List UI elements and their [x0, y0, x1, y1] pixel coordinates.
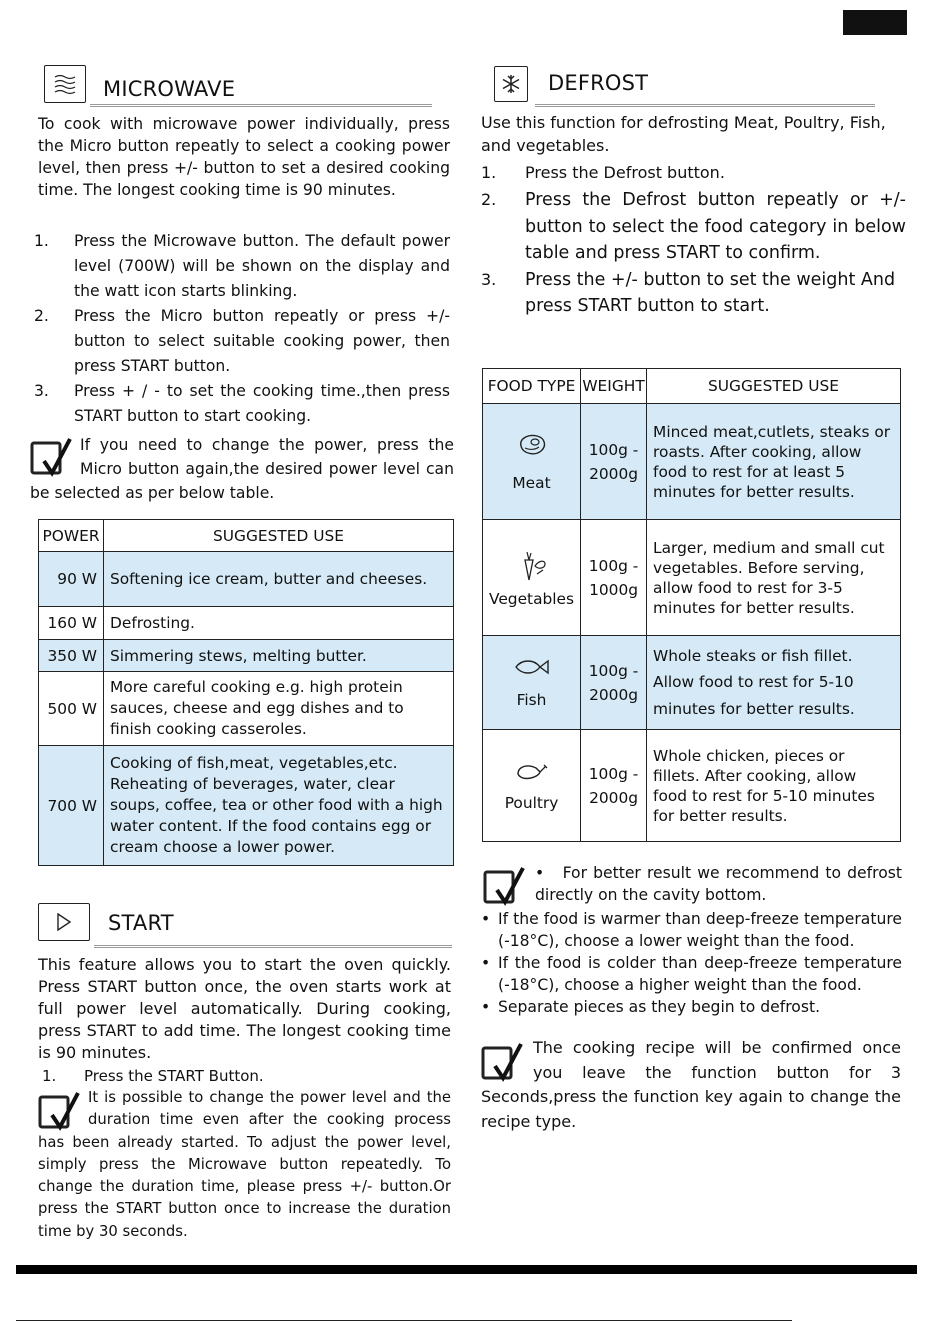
defrost-step-2: [481, 187, 906, 267]
table-header-row: [39, 520, 454, 552]
start-title: START: [108, 911, 174, 935]
step-text: Press + / - to set the cooking time.,then press START button to start cooking.: [74, 382, 450, 425]
weight-min: 100g -: [588, 661, 639, 680]
step-text: Press the Microwave button. The default power level (700W) will be shown on the display and the watt icon starts blinking.: [74, 232, 450, 300]
start-note-text: It is possible to change the power level and the duration time even after the cooking process has been already started. To adjust the power level, simply press the Microwave button repeatedly. To change the duration time, please press +/- button.Or press the START button once to increase the duration time by 30 seconds.: [38, 1089, 451, 1240]
defrost-note-first: [481, 862, 902, 906]
bullet-dot: •: [481, 954, 491, 972]
microwave-step-3: [34, 379, 450, 429]
step-text: Press the +/- button to set the weight And press START button to start.: [525, 269, 896, 316]
recipe-note-text: The cooking recipe will be confirmed once you leave the function button for 3 Seconds,press the function key again to change the recipe type.: [481, 1038, 901, 1131]
start-title-rule: [94, 945, 452, 948]
table-row: [483, 636, 901, 730]
start-intro: This feature allows you to start the oven quickly. Press START button once, the oven starts work at full power level automatically. During cooking, press START to add time. The longest cooking time is 90 minutes.: [38, 955, 451, 1062]
table-row: [483, 520, 901, 636]
power-table: [38, 519, 454, 866]
column-header-suggested-use: SUGGESTED USE: [647, 369, 901, 404]
step-number: 1.: [42, 1067, 57, 1085]
use-cell: Simmering stews, melting butter.: [104, 640, 454, 672]
vegetables-icon: [517, 548, 547, 582]
weight-cell: [581, 520, 647, 636]
microwave-title: MICROWAVE: [103, 77, 236, 101]
microwave-icon: [44, 65, 86, 103]
step-number: 2.: [34, 307, 49, 325]
footer-bar: [16, 1265, 917, 1274]
weight-max: 2000g: [589, 788, 639, 807]
food-cell: [483, 520, 581, 636]
list-item: [481, 952, 902, 996]
use-cell: Cooking of fish,meat, vegetables,etc. Reheating of beverages, water, clear soups, coffee, tea or other food with a high water content. If the food contains egg or cream choose a lower power.: [104, 746, 454, 866]
power-cell: 160 W: [39, 607, 104, 640]
column-header-power: POWER: [39, 520, 104, 552]
food-label: Fish: [516, 690, 547, 709]
column-header-weight: WEIGHT: [581, 369, 647, 404]
weight-cell: [581, 636, 647, 730]
food-label: Poultry: [504, 793, 559, 812]
microwave-steps: [34, 229, 450, 429]
use-cell: Minced meat,cutlets, steaks or roasts. After cooking, allow food to rest for at least 5 minutes for better results.: [647, 404, 901, 520]
microwave-step-1: [34, 229, 450, 304]
bullet-text: If the food is colder than deep-freeze temperature (-18°C), choose a higher weight than the food.: [498, 954, 902, 994]
step-number: 1.: [481, 163, 497, 182]
weight-min: 100g -: [588, 556, 639, 575]
use-cell: Larger, medium and small cut vegetables. Before serving, allow food to rest for 3-5 minutes for better results.: [647, 520, 901, 636]
microwave-note: [30, 433, 454, 505]
bullet-dot: •: [535, 864, 563, 882]
table-header-row: [483, 369, 901, 404]
step-number: 3.: [481, 269, 497, 289]
food-cell: [483, 404, 581, 520]
play-icon: [38, 903, 90, 941]
column-header-suggested-use: SUGGESTED USE: [104, 520, 454, 552]
table-row: [39, 552, 454, 607]
food-label: Meat: [512, 473, 551, 492]
footer-line: [16, 1320, 792, 1321]
bullet-text: For better result we recommend to defrost directly on the cavity bottom.: [535, 864, 902, 904]
weight-cell: [581, 730, 647, 842]
defrost-intro: Use this function for defrosting Meat, Poultry, Fish, and vegetables.: [481, 113, 886, 155]
food-label: Vegetables: [489, 589, 575, 608]
start-step-1: [42, 1064, 442, 1088]
microwave-note-text: If you need to change the power, press the Micro button again,the desired power level can be selected as per below table.: [30, 436, 454, 502]
use-cell: Whole steaks or fish fillet. Allow food to rest for 5-10 minutes for better results.: [647, 636, 901, 730]
power-cell: 350 W: [39, 640, 104, 672]
column-header-food-type: FOOD TYPE: [483, 369, 581, 404]
bullet-dot: •: [481, 910, 491, 928]
defrost-bullet-list: [481, 908, 902, 1018]
snowflake-icon: [494, 66, 528, 102]
step-text: Press the Defrost button repeatly or +/- button to select the food category in below table and press START to confirm.: [525, 190, 906, 263]
weight-max: 2000g: [589, 464, 639, 483]
table-row: [39, 746, 454, 866]
note-check-icon: [30, 435, 72, 477]
power-cell: 500 W: [39, 672, 104, 746]
list-item: [481, 908, 902, 952]
note-check-icon: [483, 864, 525, 906]
defrost-step-3: [481, 267, 906, 320]
step-text: Press the Defrost button.: [525, 163, 725, 182]
defrost-step-1: [481, 160, 906, 185]
table-row: [483, 404, 901, 520]
note-check-icon: [481, 1040, 523, 1082]
weight-cell: [581, 404, 647, 520]
fish-icon: [512, 657, 552, 677]
power-cell: 90 W: [39, 552, 104, 607]
start-note: [38, 1087, 451, 1243]
bullet-text: Separate pieces as they begin to defrost.: [498, 998, 821, 1016]
list-item: [481, 996, 902, 1018]
food-cell: [483, 636, 581, 730]
table-row: [483, 730, 901, 842]
use-cell: Softening ice cream, butter and cheeses.: [104, 552, 454, 607]
defrost-notes: [481, 862, 902, 906]
table-row: [39, 672, 454, 746]
poultry-icon: [514, 760, 550, 782]
defrost-title-rule: [535, 104, 875, 107]
step-number: 1.: [34, 232, 49, 250]
defrost-steps: [481, 160, 906, 320]
microwave-title-rule: [90, 104, 432, 107]
microwave-step-2: [34, 304, 450, 379]
power-cell: 700 W: [39, 746, 104, 866]
weight-max: 2000g: [589, 685, 639, 704]
use-cell: Whole chicken, pieces or fillets. After cooking, allow food to rest for 5-10 minutes for better results.: [647, 730, 901, 842]
weight-max: 1000g: [589, 580, 639, 599]
step-text: Press the START Button.: [84, 1067, 264, 1085]
table-row: [39, 640, 454, 672]
step-number: 3.: [34, 382, 49, 400]
weight-min: 100g -: [588, 440, 639, 459]
meat-icon: [515, 432, 549, 458]
use-cell: More careful cooking e.g. high protein sauces, cheese and egg dishes and to finish cooking casseroles.: [104, 672, 454, 746]
bullet-dot: •: [481, 998, 491, 1016]
bullet-text: If the food is warmer than deep-freeze temperature (-18°C), choose a lower weight than the food.: [498, 910, 902, 950]
page-tab-marker: [843, 10, 907, 35]
use-cell: Defrosting.: [104, 607, 454, 640]
defrost-title: DEFROST: [548, 71, 649, 95]
note-check-icon: [38, 1089, 80, 1131]
weight-min: 100g -: [588, 764, 639, 783]
recipe-note: [481, 1036, 901, 1134]
step-number: 2.: [481, 190, 497, 209]
food-table: [482, 368, 901, 842]
step-text: Press the Micro button repeatly or press +/- button to select suitable cooking power, then press START button.: [74, 307, 450, 375]
food-cell: [483, 730, 581, 842]
table-row: [39, 607, 454, 640]
microwave-intro: To cook with microwave power individually, press the Micro button repeatly to select a cooking power level, then press +/- button to set a desired cooking time. The longest cooking time is 90 minutes.: [38, 115, 450, 199]
